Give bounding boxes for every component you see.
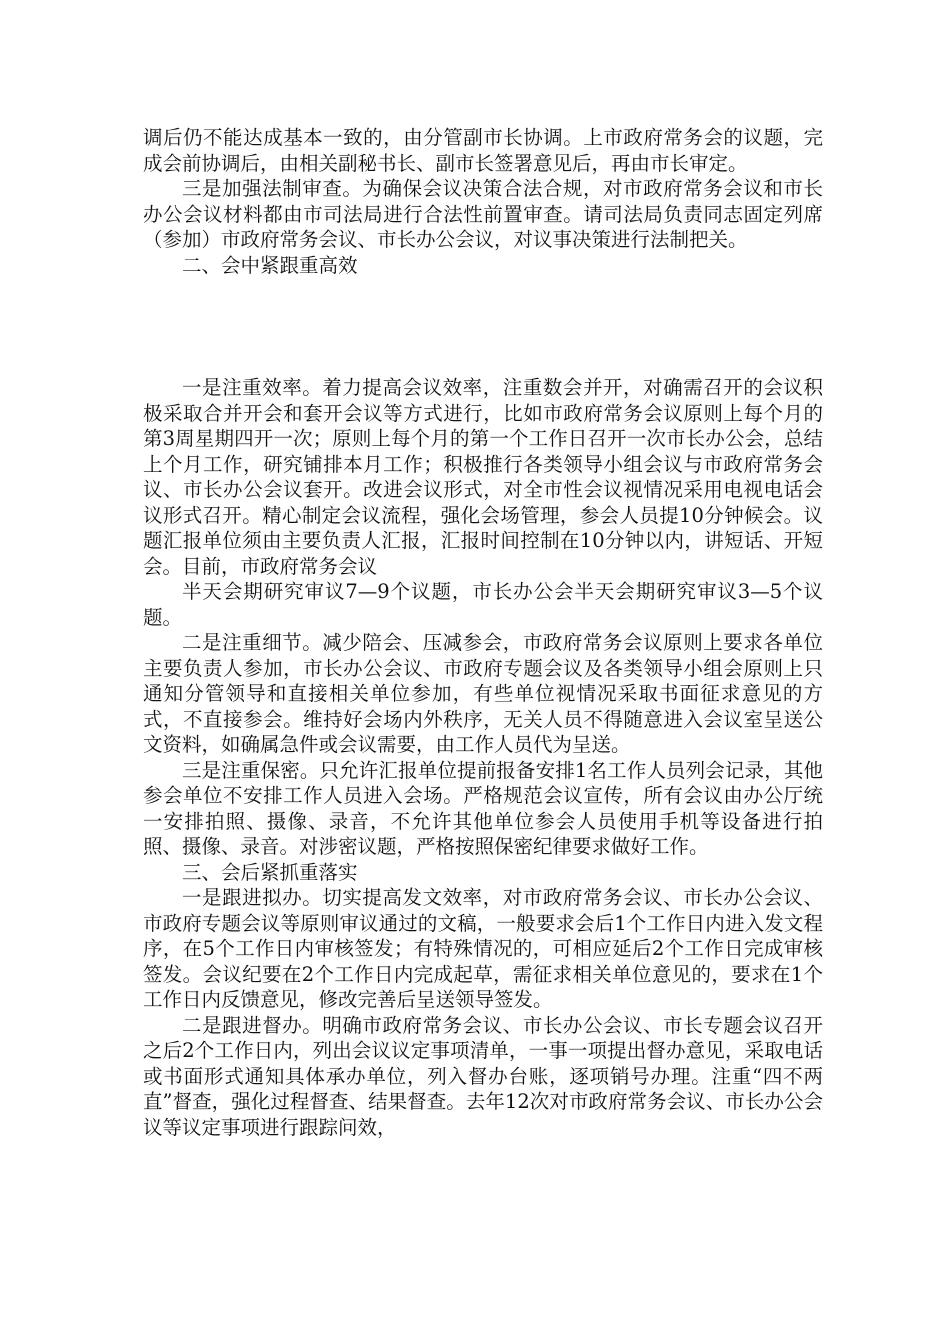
paragraph: 三、会后紧抓重落实 bbox=[182, 860, 358, 884]
paragraph: 半天会期研究审议7—9个议题，市长办公会半天会期研究审议3—5个议题。 bbox=[143, 580, 823, 629]
paragraph: 三是注重保密。只允许汇报单位提前报备安排1名工作人员列会记录，其他参会单位不安排工作人员进入会场。严格规范会议宣传，所有会议由办公厅统一安排拍照、摄像、录音，不允许其他单位参会人员使用手机等设备进行拍照、摄像、录音。对涉密议题，严格按照保密纪律要求做好工作。 bbox=[143, 758, 823, 858]
paragraph: 调后仍不能达成基本一致的，由分管副市长协调。上市政府常务会的议题，完成会前协调后，由相关副秘书长、副市长签署意见后，再由市长审定。 bbox=[143, 126, 823, 175]
paragraph: 一是注重效率。着力提高会议效率，注重数会并开，对确需召开的会议积极采取合并开会和套开会议等方式进行，比如市政府常务会议原则上每个月的第3周星期四开一次；原则上每个月的第一个工作日召开一次市长办公会，总结上个月工作，研究铺排本月工作；积极推行各类领导小组会议与市政府常务会议、市长办公会议套开。改进会议形式，对全市性会议视情况采用电视电话会议形式召开。精心制定会议流程，强化会场管理，参会人员提10分钟候会。议题汇报单位须由主要负责人汇报，汇报时间控制在10分钟以内，讲短话、开短会。目前，市政府常务会议 bbox=[143, 376, 823, 578]
paragraph: 二是注重细节。减少陪会、压减参会，市政府常务会议原则上要求各单位主要负责人参加，市长办公会议、市政府专题会议及各类领导小组会原则上只通知分管领导和直接相关单位参加，有些单位视情况采取书面征求意见的方式，不直接参会。维持好会场内外秩序，无关人员不得随意进入会议室呈送公文资料，如确属急件或会议需要，由工作人员代为呈送。 bbox=[143, 631, 823, 756]
text-block-top bbox=[143, 125, 823, 278]
paragraph: 二、会中紧跟重高效 bbox=[182, 253, 358, 277]
paragraph: 三是加强法制审查。为确保会议决策合法合规，对市政府常务会议和市长办公会议材料都由市司法局进行合法性前置审查。请司法局负责同志固定列席（参加）市政府常务会议、市长办公会议，对议事决策进行法制把关。 bbox=[143, 177, 823, 251]
paragraph: 一是跟进拟办。切实提高发文效率，对市政府常务会议、市长办公会议、市政府专题会议等原则审议通过的文稿，一般要求会后1个工作日内进入发文程序，在5个工作日内审核签发；有特殊情况的，可相应延后2个工作日完成审核签发。会议纪要在2个工作日内完成起草，需征求相关单位意见的，要求在1个工作日内反馈意见，修改完善后呈送领导签发。 bbox=[143, 886, 823, 1011]
paragraph: 二是跟进督办。明确市政府常务会议、市长办公会议、市长专题会议召开之后2个工作日内，列出会议议定事项清单，一事一项提出督办意见，采取电话或书面形式通知具体承办单位，列入督办台账，逐项销号办理。注重“四不两直”督查，强化过程督查、结果督查。去年12次对市政府常务会议、市长办公会议等议定事项进行跟踪问效， bbox=[143, 1013, 823, 1139]
text-block-main bbox=[143, 375, 823, 1140]
